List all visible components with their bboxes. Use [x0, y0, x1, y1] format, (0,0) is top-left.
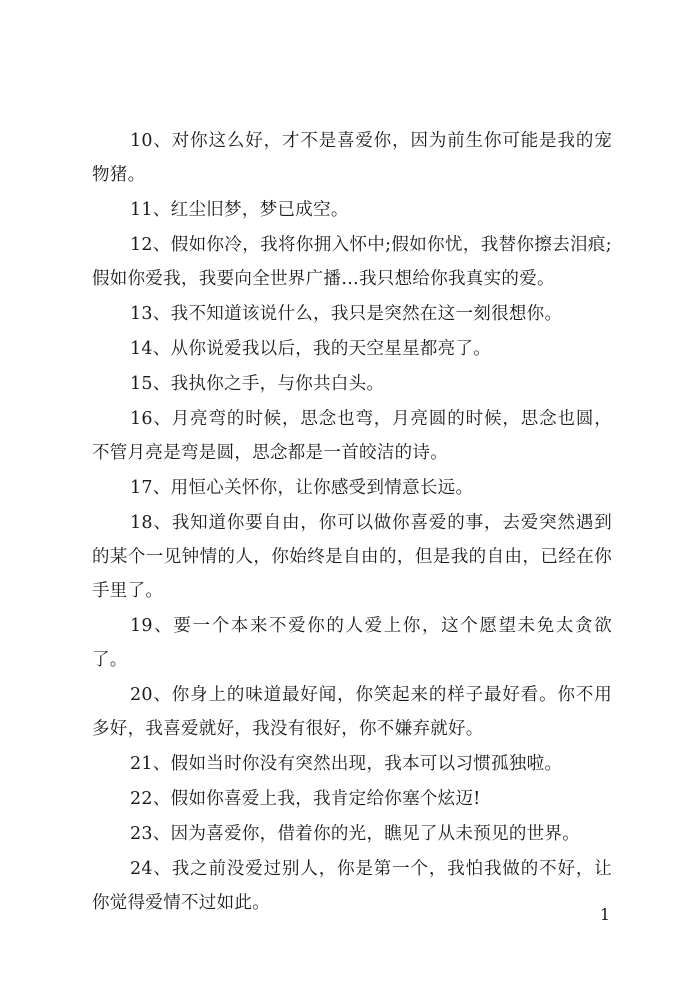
paragraph-18: 18、我知道你要自由，你可以做你喜爱的事，去爱突然遇到的某个一见钟情的人，你始终是自由的，但是我的自由，已经在你手里了。 [92, 513, 612, 601]
document-body [92, 124, 612, 921]
paragraph-22: 22、假如你喜爱上我，我肯定给你塞个炫迈! [130, 789, 481, 809]
paragraph-16: 16、月亮弯的时候，思念也弯，月亮圆的时候，思念也圆，不管月亮是弯是圆，思念都是一首皎洁的诗。 [92, 409, 612, 463]
paragraph-19: 19、要一个本来不爱你的人爱上你，这个愿望未免太贪欲了。 [92, 616, 612, 670]
paragraph-14: 14、从你说爱我以后，我的天空星星都亮了。 [130, 339, 492, 359]
paragraph-12: 12、假如你冷，我将你拥入怀中;假如你忧，我替你擦去泪痕;假如你爱我，我要向全世界广播…我只想给你我真实的爱。 [92, 235, 612, 289]
paragraph-13: 13、我不知道该说什么，我只是突然在这一刻很想你。 [130, 304, 563, 324]
paragraph-23: 23、因为喜爱你，借着你的光，瞧见了从未预见的世界。 [130, 824, 581, 844]
page-number: 1 [599, 905, 610, 924]
paragraph-21: 21、假如当时你没有突然出现，我本可以习惯孤独啦。 [130, 754, 563, 774]
paragraph-10: 10、对你这么好，才不是喜爱你，因为前生你可能是我的宠物猪。 [92, 131, 612, 185]
paragraph-24: 24、我之前没爱过别人，你是第一个，我怕我做的不好，让你觉得爱情不过如此。 [92, 859, 612, 913]
paragraph-20: 20、你身上的味道最好闻，你笑起来的样子最好看。你不用多好，我喜爱就好，我没有很好，你不嫌弃就好。 [92, 685, 612, 739]
paragraph-11: 11、红尘旧梦，梦已成空。 [130, 200, 349, 220]
paragraph-15: 15、我执你之手，与你共白头。 [130, 374, 385, 394]
paragraph-17: 17、用恒心关怀你，让你感受到情意长远。 [130, 478, 474, 498]
